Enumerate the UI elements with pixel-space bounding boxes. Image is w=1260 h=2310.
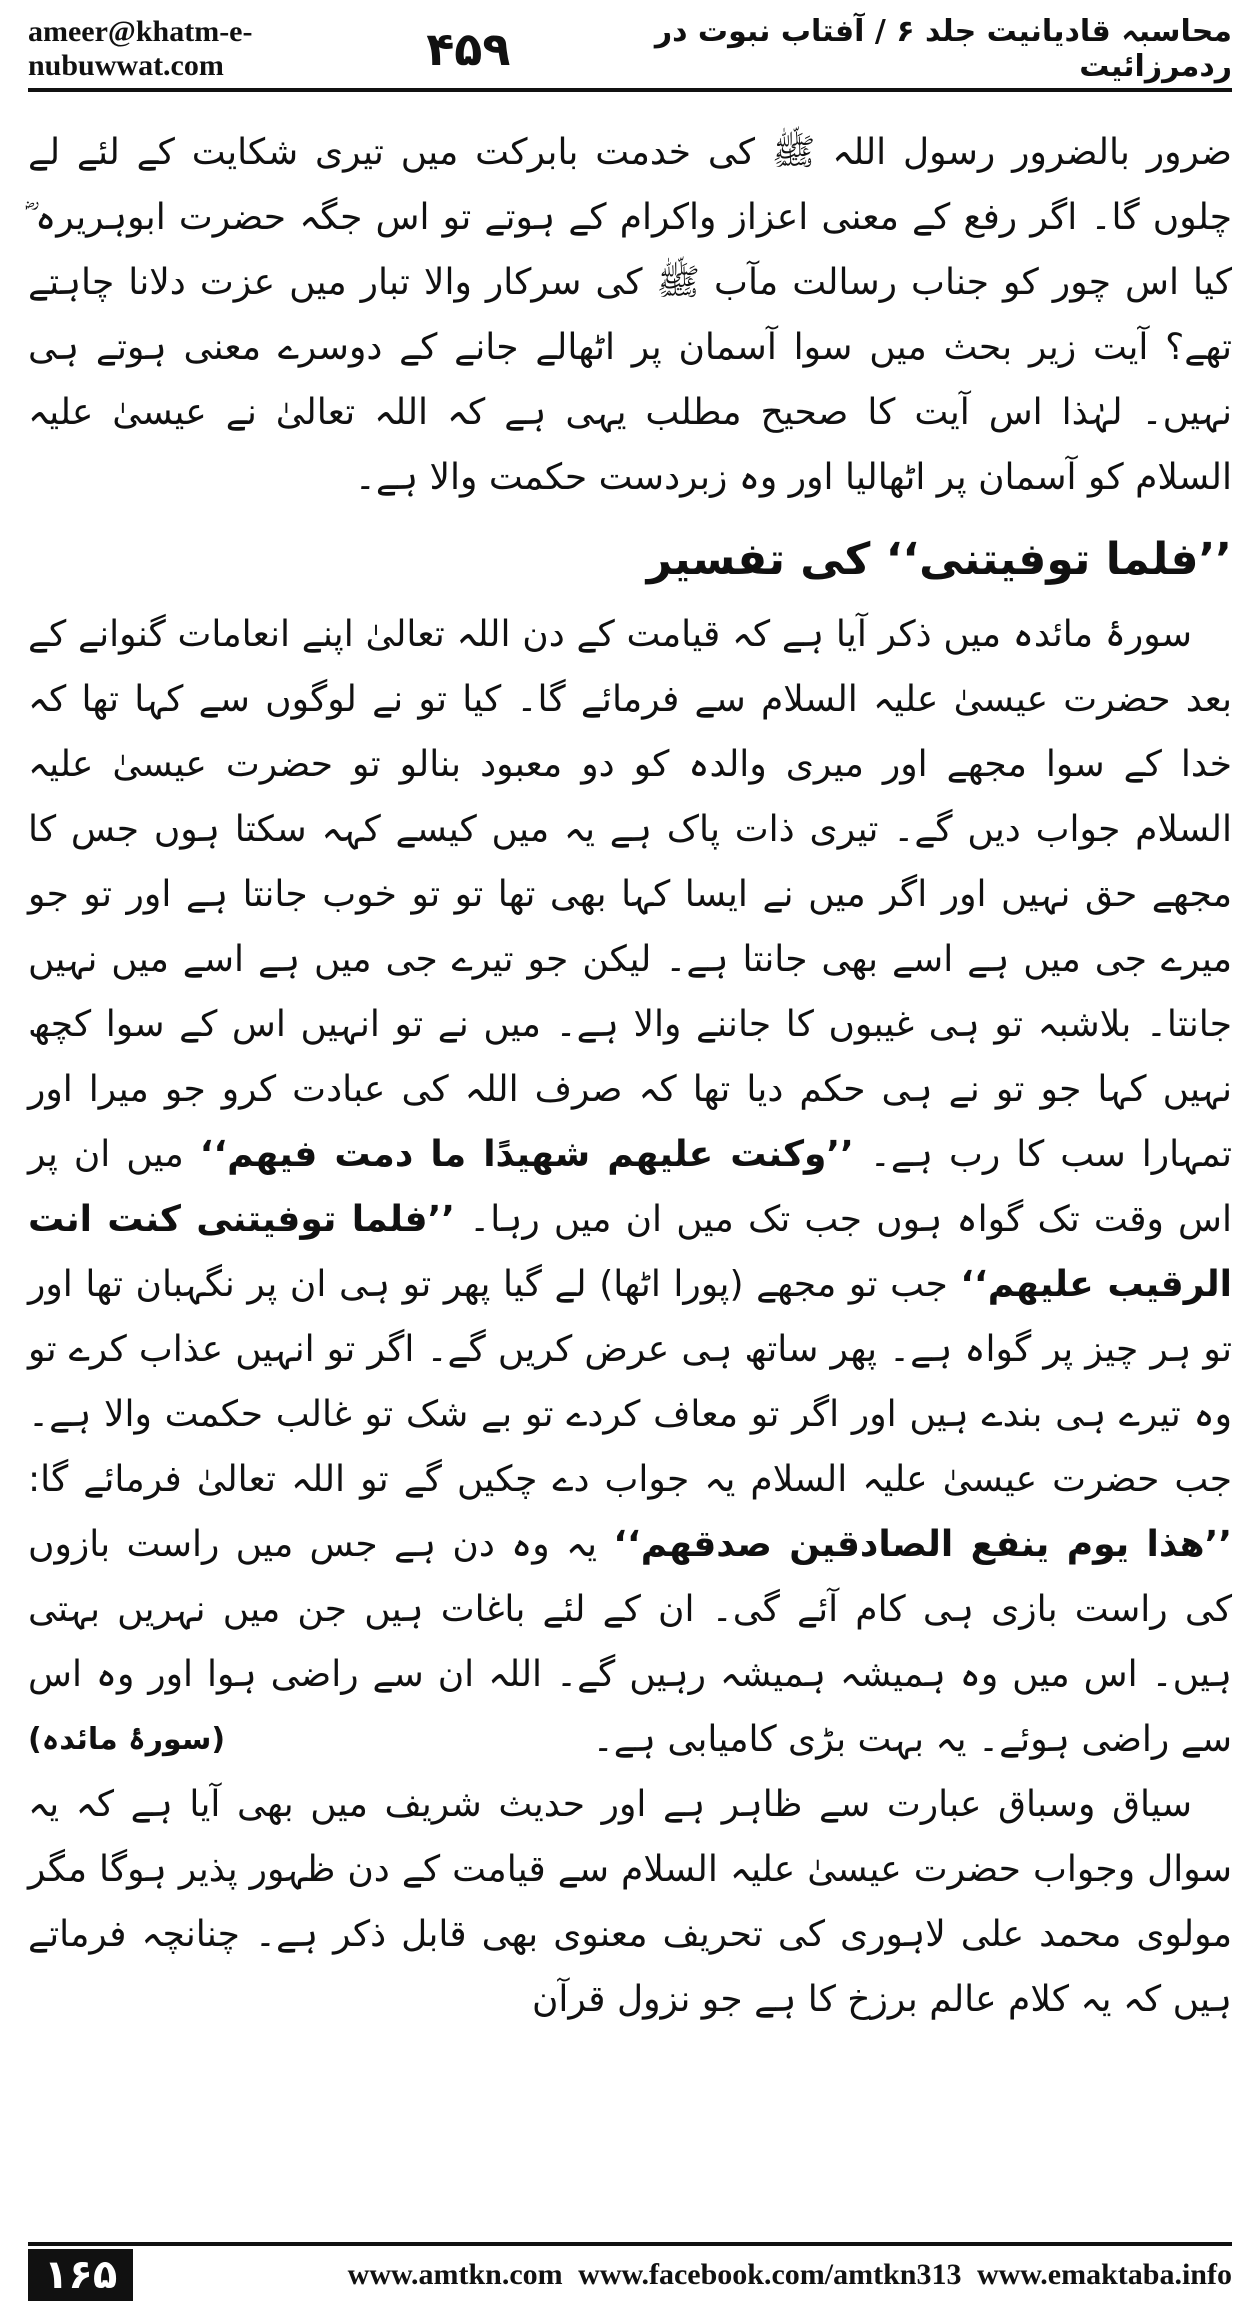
book-title: محاسبہ قادیانیت جلد ۶ / آفتاب نبوت در ردمرزائیت	[654, 14, 1232, 84]
paragraph-2	[28, 602, 1232, 1772]
header-divider	[28, 88, 1232, 92]
paragraph-2-part-b: میں ان پر اس وقت تک گواہ ہوں جب تک میں ان میں رہا۔	[28, 1134, 1232, 1240]
page-footer	[28, 2248, 1232, 2302]
page-header	[28, 14, 1232, 84]
header-email[interactable]: ameer@khatm-e-nubuwwat.com	[28, 15, 253, 82]
paragraph-2-part-d: یہ وہ دن ہے جس میں راست بازوں کی راست بازی ہی کام آئے گی۔ ان کے لئے باغات ہیں جن میں نہریں بہتی ہیں۔ اس میں وہ ہمیشہ ہمیشہ رہیں گے۔ اللہ ان سے راضی ہوا اور وہ اس سے راضی ہوئے۔ یہ بہت بڑی کامیابی ہے۔	[28, 1524, 1232, 1760]
surah-reference: (سورۂ مائدہ)	[28, 1722, 226, 1757]
section-heading: ’’فلما توفیتنی‘‘ کی تفسیر	[646, 534, 1232, 585]
paragraph-2-part-a: سورۂ مائدہ میں ذکر آیا ہے کہ قیامت کے دن اللہ تعالیٰ اپنے انعامات گنوانے کے بعد حضرت عیسیٰ علیہ السلام سے فرمائے گا۔ کیا تو نے لوگوں سے کہا تھا کہ خدا کے سوا مجھے اور میری والدہ کو دو معبود بنالو تو حضرت عیسیٰ علیہ السلام جواب دیں گے۔ تیری ذات پاک ہے یہ میں کیسے کہہ سکتا ہوں جس کا مجھے حق نہیں اور اگر میں نے ایسا کہا بھی تھا تو تو خوب جانتا ہے اور تو جو میرے جی میں ہے اسے بھی جانتا ہے۔ لیکن جو تیرے جی میں ہے اسے میں نہیں جانتا۔ بلاشبہ تو ہی غیبوں کا جاننے والا ہے۔ میں نے تو انہیں اس کے سوا کچھ نہیں کہا جو تو نے ہی حکم دیا تھا کہ صرف اللہ کی عبادت کرو جو میرا اور تمہارا سب کا رب ہے۔	[28, 614, 1233, 1175]
header-page-number: ۴۵۹	[426, 22, 511, 76]
paragraph-2-part-c: جب تو مجھے (پورا اٹھا) لے گیا پھر تو ہی ان پر نگہبان تھا اور تو ہر چیز پر گواہ ہے۔ پھر ساتھ ہی عرض کریں گے۔ اگر تو انہیں عذاب کرے تو وہ تیرے ہی بندے ہیں اور اگر تو معاف کردے تو بے شک تو غالب حکمت والا ہے۔ جب حضرت عیسیٰ علیہ السلام یہ جواب دے چکیں گے تو اللہ تعالیٰ فرمائے گا:	[28, 1264, 1232, 1500]
paragraph-1: ضرور بالضرور رسول اللہ ﷺ کی خدمت بابرکت میں تیری شکایت کے لئے لے چلوں گا۔ اگر رفع کے معنی اعزاز واکرام کے ہوتے تو اس جگہ حضرت ابوہریرہ ؓ کیا اس چور کو جناب رسالت مآب ﷺ کی سرکار والا تبار میں عزت دلانا چاہتے تھے؟ آیت زیر بحث میں سوا آسمان پر اٹھالے جانے کے دوسرے معنی ہوتے ہی نہیں۔ لہٰذا اس آیت کا صحیح مطلب یہی ہے کہ اللہ تعالیٰ نے عیسیٰ علیہ السلام کو آسمان پر اٹھالیا اور وہ زبردست حکمت والا ہے۔	[28, 132, 1232, 498]
paragraph-3: سیاق وسباق عبارت سے ظاہر ہے اور حدیث شریف میں بھی آیا ہے کہ یہ سوال وجواب حضرت عیسیٰ علیہ السلام سے قیامت کے دن ظہور پذیر ہوگا مگر مولوی محمد علی لاہوری کی تحریف معنوی بھی قابل ذکر ہے۔ چنانچہ فرماتے ہیں کہ یہ کلام عالم برزخ کا ہے جو نزول قرآن	[28, 1784, 1232, 2020]
footer-divider	[28, 2242, 1232, 2246]
header-right-group	[426, 14, 1232, 84]
arabic-quote-3: ’’ھذا یوم ینفع الصادقین صدقھم‘‘	[613, 1524, 1232, 1565]
footer-links[interactable]: www.amtkn.com www.facebook.com/amtkn313 www.emaktaba.info	[347, 2258, 1232, 2291]
footer-page-number: ۱۶۵	[28, 2249, 133, 2301]
arabic-quote-1: ’’وکنت علیھم شھیدًا ما دمت فیھم‘‘	[199, 1134, 854, 1175]
page-body	[28, 120, 1232, 2032]
arabic-quote-2: ’’فلما توفیتنی کنت انت الرقیب علیھم‘‘	[28, 1199, 1232, 1305]
